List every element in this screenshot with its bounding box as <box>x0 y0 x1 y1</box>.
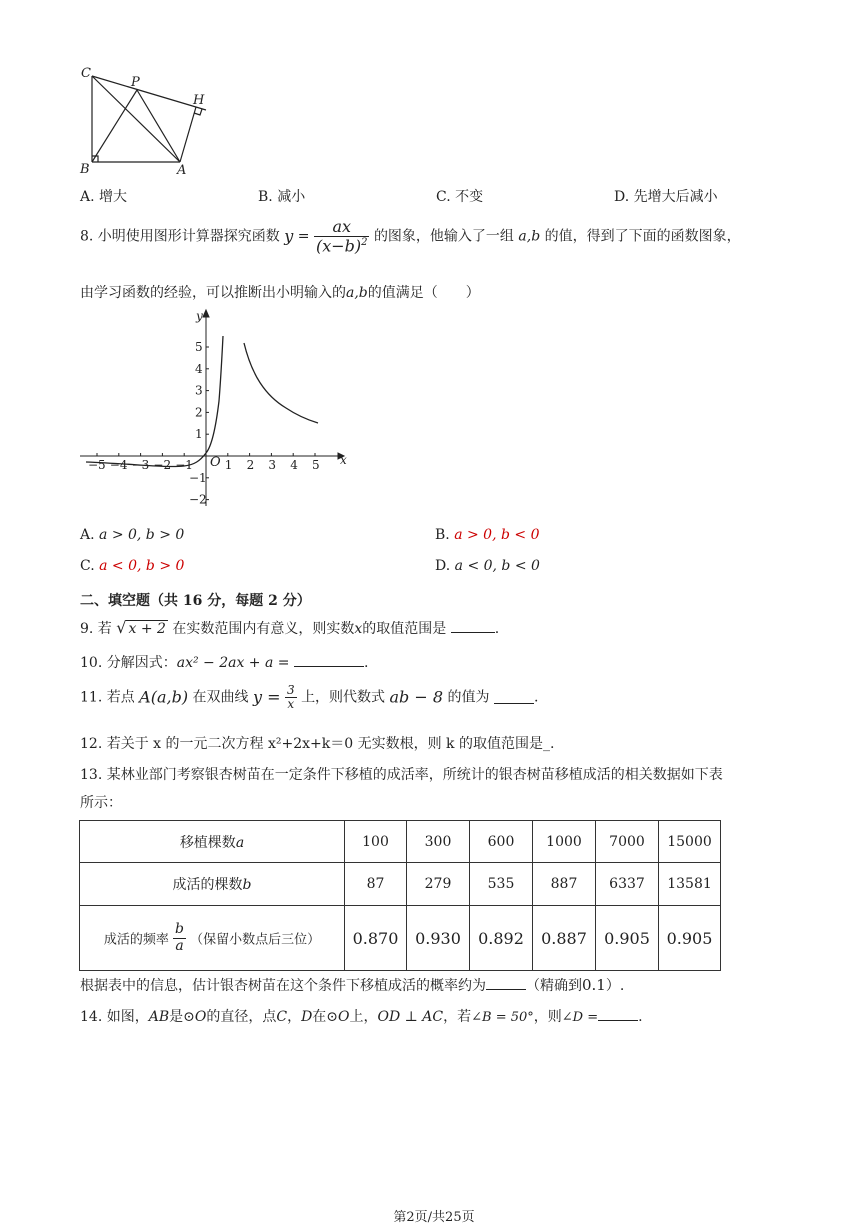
q7-geometry-figure <box>76 62 216 180</box>
x-tick-label: −4 <box>109 458 128 472</box>
q8-curve-left <box>86 336 223 467</box>
q8-line2-ab: a,b <box>346 285 368 301</box>
x-tick-label: −3 <box>131 458 150 472</box>
table-cell: 300 <box>407 821 470 863</box>
y-tick-label: 3 <box>195 383 203 398</box>
q11-answer-blank[interactable] <box>494 691 534 704</box>
q8-curve-right <box>244 343 318 423</box>
q8-option-b[interactable]: B. a > 0, b < 0 <box>435 527 540 543</box>
q7-option-c[interactable]: C. 不变 <box>436 189 484 205</box>
q8-question-line2 <box>80 282 480 302</box>
q14-question: 14. 如图，AB是⊙O的直径，点C，D在⊙O上，OD ⊥ AC，若∠B = 50°，则∠D = . <box>80 1009 643 1025</box>
q9-question: 9. 若 √ x + 2 在实数范围内有意义，则实数x的取值范围是 . <box>80 618 500 637</box>
q8-axis-x-label: x <box>340 453 347 467</box>
table-cell: 100 <box>345 821 407 863</box>
table-cell: 279 <box>407 863 470 906</box>
table-cell: 887 <box>533 863 596 906</box>
table-cell: 0.887 <box>533 906 596 971</box>
q12-question: 12. 若关于 x 的一元二次方程 x²+2x+k＝0 无实数根，则 k 的取值范围是_. <box>80 736 555 752</box>
table-cell: 7000 <box>596 821 659 863</box>
table-header-survived: 成活的棵数b <box>80 863 345 906</box>
table-header-planted: 移植棵数a <box>80 821 345 863</box>
table-cell: 0.892 <box>470 906 533 971</box>
q8-suffix1: 的图象，他输入了一组 <box>373 228 514 245</box>
table-cell: 15000 <box>659 821 721 863</box>
table-row <box>80 821 721 863</box>
table-cell: 535 <box>470 863 533 906</box>
q8-fraction <box>314 218 370 255</box>
q8-question <box>80 218 741 255</box>
table-row <box>80 863 721 906</box>
q7-option-b[interactable]: B. 减小 <box>258 189 306 205</box>
q8-line2-suffix: 的值满足（ ） <box>367 285 480 301</box>
x-tick-label: 5 <box>312 458 320 472</box>
q13-question-line1: 13. 某林业部门考察银杏树苗在一定条件下移植的成活率，所统计的银杏树苗移植成活的相关数据如下表 <box>80 767 723 783</box>
section-heading-fill-blank: 二、填空题（共 16 分，每题 2 分） <box>80 593 311 609</box>
q8-function-graph <box>76 306 356 512</box>
page-footer: 第2页/共25页 <box>393 1210 475 1225</box>
y-tick-label: 2 <box>195 405 203 420</box>
table-cell: 600 <box>470 821 533 863</box>
table-cell: 0.905 <box>596 906 659 971</box>
q8-option-c[interactable]: C. a < 0, b > 0 <box>80 558 185 574</box>
x-tick-label: 2 <box>246 458 255 472</box>
q8-option-d[interactable]: D. a < 0, b < 0 <box>435 558 540 574</box>
q8-prefix: 8. 小明使用图形计算器探究函数 <box>80 228 280 245</box>
table-cell: 0.905 <box>659 906 721 971</box>
q8-fraction-den: $(x-b)^2$ <box>315 235 368 255</box>
q8-ab: a,b <box>518 228 541 245</box>
x-tick-label: −1 <box>175 458 193 472</box>
table-cell: 0.870 <box>345 906 407 971</box>
q8-suffix2: 的值，得到了下面的函数图象， <box>544 228 741 245</box>
table-cell: 0.930 <box>407 906 470 971</box>
sqrt-symbol: √ <box>116 618 127 637</box>
q8-axis-y-label: y <box>196 309 203 323</box>
q8-eq: = <box>297 228 310 245</box>
x-tick-label: −5 <box>88 458 106 472</box>
x-tick-label: 1 <box>224 458 233 472</box>
table-cell: 6337 <box>596 863 659 906</box>
table-header-rate: 成活的频率 $\frac{b}{a}$ （保留小数点后三位） <box>80 906 345 971</box>
q8-option-a[interactable]: A. a > 0, b > 0 <box>80 527 185 543</box>
q13-followup: 根据表中的信息，估计银杏树苗在这个条件下移植成活的概率约为 （精确到0.1）. <box>80 976 625 994</box>
table-cell: 1000 <box>533 821 596 863</box>
q13-question-line2: 所示： <box>80 795 122 811</box>
y-tick-label: 1 <box>195 427 203 442</box>
table-cell: 13581 <box>659 863 721 906</box>
q10-answer-blank[interactable] <box>294 654 364 667</box>
y-tick-label: 5 <box>195 340 203 354</box>
y-tick-label: 4 <box>195 361 203 376</box>
q7-option-a[interactable]: A. 增大 <box>80 189 128 205</box>
q10-question: 10. 分解因式：ax² − 2ax + a = . <box>80 655 369 671</box>
table-row <box>80 906 721 971</box>
x-tick-label: 4 <box>290 458 298 472</box>
q7-label-c: C <box>81 66 91 81</box>
q8-y: y <box>284 226 294 246</box>
q13-answer-blank[interactable] <box>486 977 526 990</box>
q8-line2-prefix: 由学习函数的经验，可以推断出小明输入的 <box>80 285 346 301</box>
y-tick-label: −2 <box>189 492 207 507</box>
q9-answer-blank[interactable] <box>451 620 495 633</box>
q7-label-b: B <box>80 162 90 177</box>
q8-origin-label: O <box>210 455 221 470</box>
y-tick-label: −1 <box>189 470 207 485</box>
table-cell: 87 <box>345 863 407 906</box>
q11-question: 11. 若点 A(a,b) 在双曲线 y = $\frac{3}{x}$ 上，则代数式 ab − 8 的值为 . <box>80 683 539 712</box>
q7-label-a: A <box>177 163 187 178</box>
q14-answer-blank[interactable] <box>598 1008 638 1021</box>
q13-data-table <box>79 820 721 971</box>
x-tick-label: −2 <box>153 458 172 472</box>
q7-option-d[interactable]: D. 先增大后减小 <box>614 189 718 205</box>
x-tick-label: 3 <box>268 458 277 472</box>
q7-label-p: P <box>131 75 140 90</box>
q7-label-h: H <box>193 93 205 108</box>
q8-fraction-num: ax <box>314 218 370 237</box>
q11-fraction: $\frac{3}{x}$ <box>286 683 295 712</box>
